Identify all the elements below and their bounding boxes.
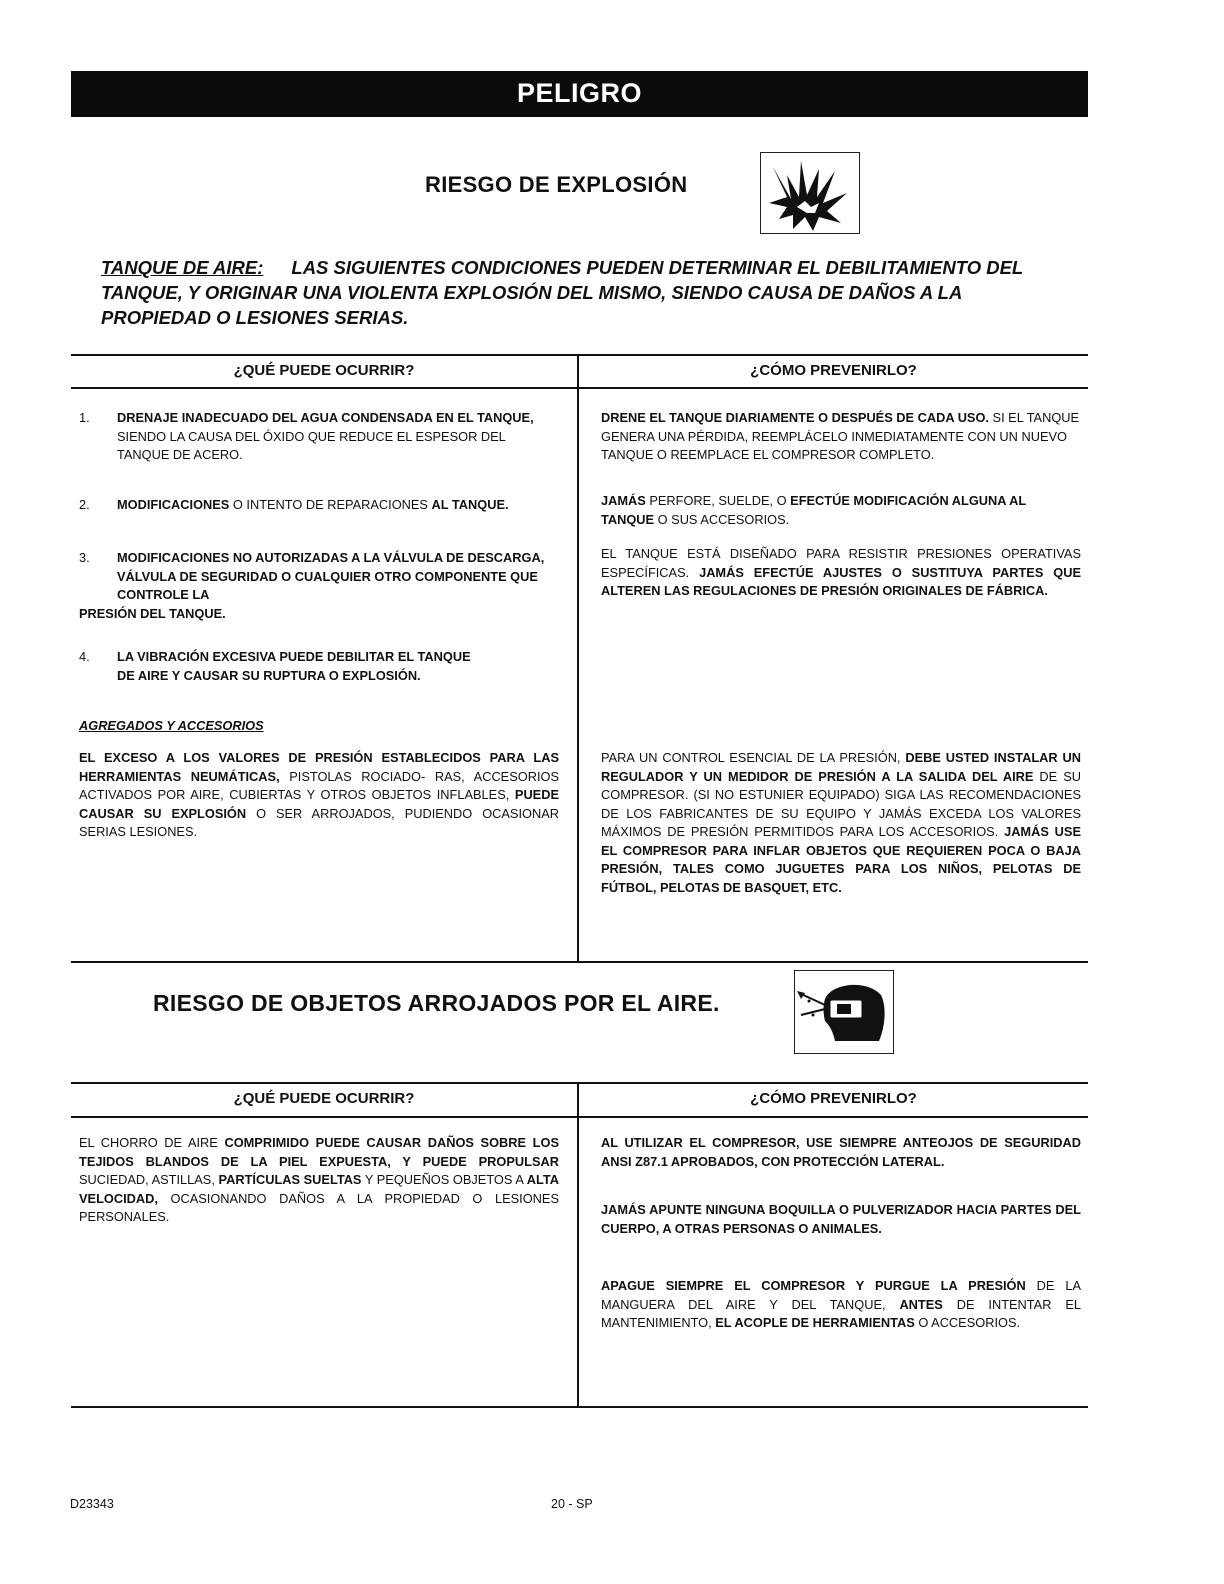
explosion-hazard-title: RIESGO DE EXPLOSIÓN [425,172,688,197]
table2-column-divider [577,1082,579,1407]
accessories-what [79,749,559,842]
table2-bottom-rule [71,1406,1088,1408]
accessories-subhead: AGREGADOS Y ACCESORIOS [79,718,264,733]
item-number: 4. [79,649,90,664]
prevent-text: EL TANQUE ESTÁ DISEÑADO PARA RESISTIR PRESIONES OPERATIVAS ESPECÍFICAS. [601,546,1081,580]
item-bold: AL TANQUE. [431,497,509,512]
prevent-bold: EFECTÚE MODIFICACIÓN ALGUNA AL TANQUE [601,493,1026,527]
air-tank-warning [101,255,1076,330]
airborne-what-bold: ALTA VELOCIDAD, [79,1172,559,1206]
item-bold: MODIFICACIONES NO AUTORIZADAS A LA VÁLVULA DE DESCARGA, VÁLVULA DE SEGURIDAD O CUALQUIER OTRO COMPONENTE QUE CONTROLE LA [117,550,545,602]
table2-top-rule [71,1082,1088,1084]
airborne-how-2 [601,1201,1081,1238]
airborne-how-bold: AL UTILIZAR EL COMPRESOR, USE SIEMPRE ANTEOJOS DE SEGURIDAD ANSI Z87.1 APROBADOS, CON PROTECCIÓN LATERAL. [601,1135,1081,1169]
prevent-bold: DRENE EL TANQUE DIARIAMENTE O DESPUÉS DE CADA USO. [601,410,989,425]
explosion-icon [760,152,860,234]
table1-top-rule [71,354,1088,356]
hazard-item-2 [79,496,559,515]
accessories-what-text-2: O SER ARROJADOS, PUDIENDO OCASIONAR SERIAS LESIONES. [79,805,559,839]
accessories-what-bold-2: PUEDE CAUSAR SU EXPLOSIÓN [79,787,559,821]
airborne-how-bold: EL ACOPLE DE HERRAMIENTAS [715,1315,915,1330]
air-tank-label: TANQUE DE AIRE: [101,257,264,278]
prevent-item-1 [601,409,1081,465]
airborne-what-bold: PARTÍCULAS SUELTAS [218,1172,362,1187]
accessories-what-text-1: PISTOLAS ROCIADO- RAS, ACCESORIOS ACTIVADOS POR AIRE, CUBIERTAS Y OTROS OBJETOS INFLABLES, [79,768,559,802]
hazard-item-1 [79,409,559,465]
prevent-item-3 [601,545,1081,601]
item-bold: LA VIBRACIÓN EXCESIVA PUEDE DEBILITAR EL TANQUE DE AIRE Y CAUSAR SU RUPTURA O EXPLOSIÓN. [117,649,471,683]
airborne-how-bold: APAGUE SIEMPRE EL COMPRESOR Y PURGUE LA PRESIÓN [601,1278,1026,1293]
prevent-bold: JAMÁS EFECTÚE AJUSTES O SUSTITUYA PARTES QUE ALTEREN LAS REGULACIONES DE PRESIÓN ORIGINALES DE FÁBRICA. [601,564,1081,598]
page-number: 20 - SP [551,1497,593,1511]
prevent-text: PERFORE, SUELDE, O [645,493,791,508]
prevent-bold: JAMÁS [601,493,646,508]
prevent-item-2 [601,492,1081,529]
item-bold: MODIFICACIONES [117,497,230,512]
prevent-text: O SUS ACCESORIOS. [654,511,790,527]
airborne-how-text: DE LA MANGUERA DEL AIRE Y DEL TANQUE, [601,1278,1082,1312]
accessories-what-bold-1: EL EXCESO A LOS VALORES DE PRESIÓN ESTABLECIDOS PARA LAS HERRAMIENTAS NEUMÁTICAS, [79,750,559,784]
hazard-item-3 [79,549,559,623]
airborne-how-3 [601,1277,1081,1333]
airborne-how-bold: ANTES [899,1296,943,1312]
airborne-hazard-title: RIESGO DE OBJETOS ARROJADOS POR EL AIRE. [153,990,720,1016]
airborne-what-text: SUCIEDAD, ASTILLAS, [79,1172,219,1187]
item-text: SIENDO LA CAUSA DEL ÓXIDO QUE REDUCE EL ESPESOR DEL TANQUE DE ACERO. [117,428,506,462]
item-number: 2. [79,497,90,512]
airborne-what-text: Y PEQUEÑOS OBJETOS A [361,1172,527,1187]
table2-header-rule [71,1116,1088,1118]
airborne-what-bold: COMPRIMIDO PUEDE CAUSAR DAÑOS SOBRE LOS TEJIDOS BLANDOS DE LA PIEL EXPUESTA, Y PUEDE PROPULSAR [79,1135,559,1169]
table1-bottom-rule [71,961,1088,963]
accessories-how-bold-2: JAMÁS USE EL COMPRESOR PARA INFLAR OBJETOS QUE REQUIEREN POCA O BAJA PRESIÓN, TALES COMO JUGUETES PARA LOS NIÑOS, PELOTAS DE FÚTBOL, PELOTAS DE BASQUET, ETC. [601,824,1081,895]
accessories-how [601,749,1081,897]
accessories-how-text-2: DE SU COMPRESOR. (SI NO ESTUNIER EQUIPADO) SIGA LAS RECOMENDACIONES DE LOS FABRICANTES DE SU EQUIPO Y JAMÁS EXCEDA LOS VALORES MÁXIMOS DE PRESIÓN PERMITIDOS PARA LOS ACCESORIOS. [601,768,1081,839]
airborne-what-text: EL CHORRO DE AIRE [79,1135,225,1150]
prevent-text: SI EL TANQUE GENERA UNA PÉRDIDA, REEMPLÁCELO INMEDIATAMENTE CON UN NUEVO TANQUE O REEMPLACE EL COMPRESOR COMPLETO. [601,410,1080,462]
item-number: 1. [79,410,90,425]
item-text: O INTENTO DE REPARACIONES [229,497,432,512]
item-bold: DRENAJE INADECUADO DEL AGUA CONDENSADA EN EL TANQUE, [117,410,534,425]
airborne-what [79,1134,559,1227]
airborne-how-text: O ACCESORIOS. [914,1315,1021,1330]
table1-column-divider [577,354,579,962]
table1-what-header: ¿QUÉ PUEDE OCURRIR? [233,362,415,379]
document-code: D23343 [70,1497,114,1511]
airborne-what-text: OCASIONANDO DAÑOS A LA PROPIEDAD O LESIONES PERSONALES. [79,1190,559,1224]
item-bold-tail: PRESIÓN DEL TANQUE. [79,605,226,621]
table1-header-rule [71,387,1088,389]
table2-what-header: ¿QUÉ PUEDE OCURRIR? [233,1090,415,1107]
airborne-how-1 [601,1134,1081,1171]
table2-how-header: ¿CÓMO PREVENIRLO? [750,1090,917,1107]
airborne-how-bold: JAMÁS APUNTE NINGUNA BOQUILLA O PULVERIZADOR HACIA PARTES DEL CUERPO, A OTRAS PERSONAS O ANIMALES. [601,1202,1081,1236]
hazard-item-4 [79,648,559,685]
item-number: 3. [79,550,90,565]
table1-how-header: ¿CÓMO PREVENIRLO? [750,362,917,379]
safety-goggles-icon [794,970,894,1054]
airborne-how-text: DE INTENTAR EL MANTENIMIENTO, [601,1296,1081,1330]
accessories-how-text-1: PARA UN CONTROL ESENCIAL DE LA PRESIÓN, [601,750,906,765]
accessories-how-bold-1: DEBE USTED INSTALAR UN REGULADOR Y UN MEDIDOR DE PRESIÓN A LA SALIDA DEL AIRE [601,750,1081,784]
danger-banner: PELIGRO [71,71,1088,117]
air-tank-text: LAS SIGUIENTES CONDICIONES PUEDEN DETERMINAR EL DEBILITAMIENTO DEL TANQUE, Y ORIGINAR UNA VIOLENTA EXPLOSIÓN DEL MISMO, SIENDO CAUSA DE DAÑOS A LA PROPIEDAD O LESIONES SERIAS. [101,257,1023,328]
